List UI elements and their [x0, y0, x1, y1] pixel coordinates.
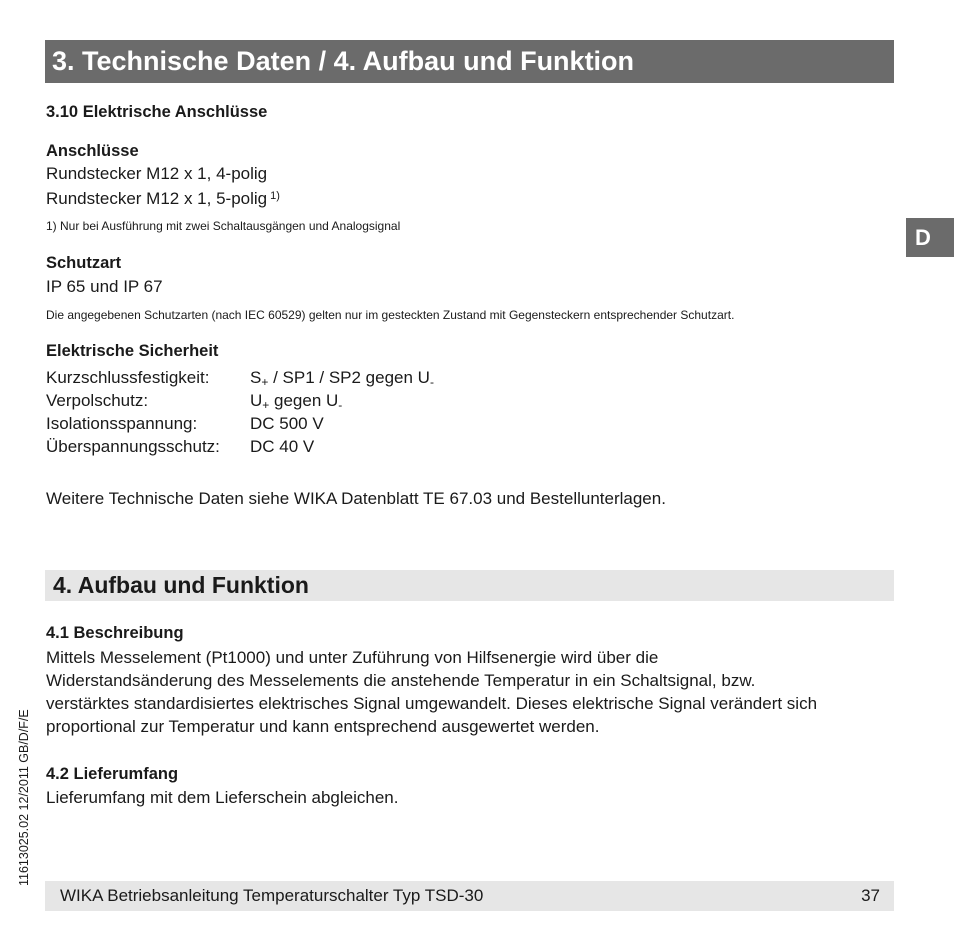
- sicherheit-title: Elektrische Sicherheit: [46, 342, 219, 360]
- beschreibung-line: Mittels Messelement (Pt1000) und unter Zuführung von Hilfsenergie wird über die: [46, 648, 659, 667]
- sicherheit-label: Verpolschutz:: [46, 391, 149, 410]
- section-4-title-bar: [45, 570, 894, 601]
- section-4-title: 4. Aufbau und Funktion: [53, 572, 309, 598]
- language-tab-label: D: [915, 225, 931, 250]
- beschreibung-title: 4.1 Beschreibung: [46, 624, 184, 642]
- schutzart-value: IP 65 und IP 67: [46, 277, 163, 296]
- language-tab: [906, 218, 954, 257]
- beschreibung-text: [46, 646, 896, 738]
- sicherheit-label: Überspannungsschutz:: [46, 437, 220, 456]
- anschluesse-title: Anschlüsse: [46, 142, 139, 160]
- beschreibung-line: proportional zur Temperatur und kann entsprechend ausgewertet werden.: [46, 717, 600, 736]
- page-number: 37: [861, 886, 880, 905]
- sicherheit-row: [46, 389, 646, 412]
- sicherheit-label: Kurzschlussfestigkeit:: [46, 368, 210, 387]
- section-3-10-title: 3.10 Elektrische Anschlüsse: [46, 103, 268, 121]
- lieferumfang-title: 4.2 Lieferumfang: [46, 765, 179, 783]
- anschluesse-line-1: Rundstecker M12 x 1, 4-polig: [46, 164, 268, 183]
- anschluesse-footnote: 1) Nur bei Ausführung mit zwei Schaltausgängen und Analogsignal: [46, 219, 401, 233]
- sicherheit-row: [46, 435, 646, 458]
- page-title-bar: [45, 40, 894, 83]
- lieferumfang-text: Lieferumfang mit dem Lieferschein abgleichen.: [46, 788, 399, 807]
- weitere-daten-text: Weitere Technische Daten siehe WIKA Datenblatt TE 67.03 und Bestellunterlagen.: [46, 489, 666, 508]
- schutzart-note: Die angegebenen Schutzarten (nach IEC 60529) gelten nur im gesteckten Zustand mit Gegensteckern entsprechender Schutzart.: [46, 308, 735, 322]
- document-code: 11613025.02 12/2011 GB/D/F/E: [17, 709, 31, 886]
- anschluesse-line-2: [46, 185, 280, 210]
- sicherheit-value: $S_+ / SP1 / SP2$ gegen $U_-$: [250, 368, 434, 389]
- sicherheit-row: [46, 366, 646, 389]
- sicherheit-value: DC 500 V: [250, 414, 324, 433]
- sicherheit-value: $U_+$ gegen $U_-$: [250, 391, 343, 412]
- anschluesse-line-2-text: Rundstecker M12 x 1, 5-polig: [46, 189, 268, 208]
- footnote-mark: 1): [270, 190, 280, 202]
- beschreibung-line: Widerstandsänderung des Messelements die anstehende Temperatur in ein Schaltsignal, bzw.: [46, 671, 756, 690]
- schutzart-title: Schutzart: [46, 254, 122, 272]
- sicherheit-table: [46, 366, 646, 458]
- footer-text: WIKA Betriebsanleitung Temperaturschalter Typ TSD-30: [60, 886, 484, 905]
- beschreibung-line: verstärktes standardisiertes elektrisches Signal umgewandelt. Dieses elektrische Signal verändert sich: [46, 694, 818, 713]
- sicherheit-row: [46, 412, 646, 435]
- page-title: 3. Technische Daten / 4. Aufbau und Funktion: [52, 46, 635, 76]
- sicherheit-label: Isolationsspannung:: [46, 414, 198, 433]
- sicherheit-value: DC 40 V: [250, 437, 315, 456]
- page-footer: [45, 881, 894, 911]
